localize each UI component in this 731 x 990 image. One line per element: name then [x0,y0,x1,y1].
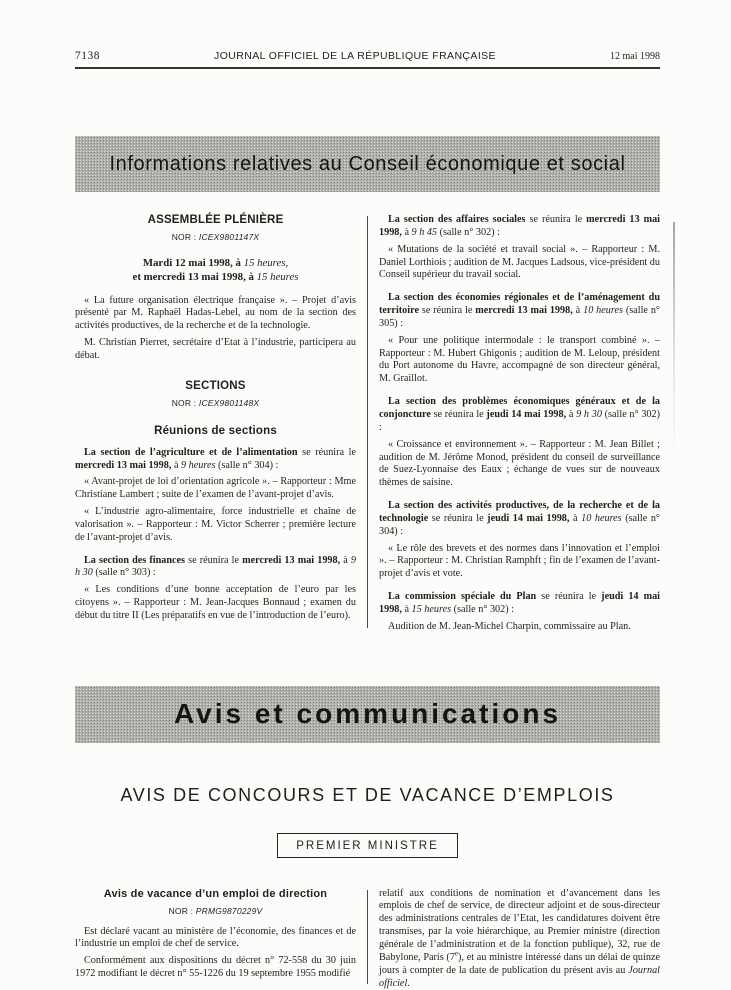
page-number: 7138 [75,50,100,62]
journal-title: JOURNAL OFFICIEL DE LA RÉPUBLIQUE FRANÇAISE [214,50,496,62]
session-dates [75,256,356,285]
meeting-paragraph-activites-productives: La section des activités productives, de la recherche et de la technologie se réunira le jeudi 14 mai 1998, à 10 heures (salle n° 304) : [379,500,660,537]
section-banner-ces-label: Informations relatives au Conseil économique et social [109,152,626,175]
assemblee-pleniere-heading: ASSEMBLÉE PLÉNIÈRE [147,214,284,226]
nor-line-assemblee: NOR : ICEX9801147X [171,232,260,242]
meeting-item: « Le rôle des brevets et des normes dans l’innovation et l’emploi ». – Rapporteur : M. Christian Ramphft ; fin de l’examen de l’avant-projet d’avis et vote. [379,542,660,580]
meeting-paragraph-problemes-economiques: La section des problèmes économiques généraux et de la conjoncture se réunira le jeudi 14 mai 1998, à 9 h 30 (salle n° 302) : [379,396,660,433]
avis-columns [75,888,660,990]
meeting-item: « Les conditions d’une bonne acceptation de l’euro par les citoyens ». – Rapporteur : M. Jean-Jacques Bonnaud ; examen du début du titre II (Les préparatifs en vue de l’introduction de l’euro). [75,584,356,621]
meeting-item: « Avant-projet de loi d’orientation agricole ». – Rapporteur : Mme Christiane Lambert ; suite de l’examen de l’avant-projet d’avis. [75,476,356,501]
assemblee-paragraph: M. Christian Pierret, secrétaire d’Etat à l’industrie, participera au débat. [75,337,356,361]
ministry-box-wrap [75,833,660,858]
meeting-item: Audition de M. Jean-Michel Charpin, commissaire au Plan. [388,620,631,632]
session-date-line: et mercredi 13 mai 1998, à 15 heures [132,271,299,284]
scan-artifact-line [673,222,675,462]
issue-date: 12 mai 1998 [610,51,660,62]
meeting-paragraph-finances: La section des finances se réunira le mercredi 13 mai 1998, à 9 h 30 (salle n° 303) : [75,554,356,579]
avis-left-column [75,888,356,990]
section-banner-avis [75,686,660,743]
nor-line-sections: NOR : ICEX9801148X [171,397,260,408]
avis-right-column [379,888,660,990]
section-banner-ces [75,136,660,192]
meeting-paragraph-agriculture: La section de l’agriculture et de l’alimentation se réunira le mercredi 13 mai 1998, à 9 heures (salle n° 304) : [75,446,356,471]
vacance-paragraph: Conformément aux dispositions du décret n° 72-558 du 30 juin 1972 modifiant le décret n° 55-1226 du 19 septembre 1955 modifié [75,955,356,980]
section-banner-avis-label: Avis et communications [173,698,562,730]
ces-left-column [75,214,356,634]
meeting-paragraph-affaires-sociales: La section des affaires sociales se réunira le mercredi 13 mai 1998, à 9 h 45 (salle n° 302) : [379,214,660,238]
meeting-item: « L’industrie agro-alimentaire, force industrielle et chaîne de valorisation ». – Rapporteur : M. Victor Scherrer ; première lecture de l’avant-projet d’avis. [75,506,356,543]
vacance-paragraph-continued: relatif aux conditions de nomination et d’avancement dans les emplois de chef de service, de directeur adjoint et de sous-directeur des administrations centrales de l’Etat, les candidatures doivent être transmises, par la voie hiérarchique, au Premier ministre (direction générale de l’administration et de la fonction publique), 32, rue de Babylone, Paris (7e), et au ministre intéressé dans un délai de quinze jours à compter de la date de publication du présent avis au Journal officiel. [379,887,660,989]
premier-ministre-box: PREMIER MINISTRE [277,833,458,858]
column-divider [367,216,368,628]
header-rule [75,67,660,69]
meeting-item: « Croissance et environnement ». – Rapporteur : M. Jean Billet ; audition de M. Jérôme Monod, président du conseil de surveillance de Suez-Lyonnaise des Eaux ; échange de vues sur de nouveaux thèmes de saisine. [379,438,660,489]
ces-right-column [379,214,660,634]
meeting-item: « Mutations de la société et travail social ». – Rapporteur : M. Daniel Lorthiois ; audition de M. Jacques Ladsous, vice-président du Conseil supérieur du travail social. [379,243,660,281]
nor-line-vacance: NOR : PRMG9870229V [168,905,263,916]
page-header [75,50,660,62]
column-divider [367,890,368,985]
session-date-line: Mardi 12 mai 1998, à 15 heures, [142,257,289,269]
vacance-paragraph: Est déclaré vacant au ministère de l’économie, des finances et de l’industrie un emploi de chef de service. [75,925,356,950]
assemblee-paragraph: « La future organisation électrique française ». – Projet d’avis présenté par M. Raphaël Hadas-Lebel, au nom de la section des activités productives, de la recherche et de la technologie. [75,294,356,332]
meeting-paragraph-commission-plan: La commission spéciale du Plan se réunira le jeudi 14 mai 1998, à 15 heures (salle n° 302) : [379,591,660,615]
avis-concours-title: AVIS DE CONCOURS ET DE VACANCE D’EMPLOIS [120,784,615,805]
sections-heading: SECTIONS [185,379,246,392]
ces-columns [75,214,660,634]
reunions-subheading: Réunions de sections [154,424,277,437]
meeting-paragraph-economies-regionales: La section des économies régionales et de l’aménagement du territoire se réunira le mercredi 13 mai 1998, à 10 heures (salle n° 305) : [379,292,661,329]
vacance-heading: Avis de vacance d’un emploi de direction [103,887,328,900]
meeting-item: « Pour une politique intermodale : le transport combiné ». – Rapporteur : M. Hubert Ghigonis ; audition de M. Leloup, président du Port autonome du Havre, accompagné de son directeur général, M. Graillot. [379,334,660,385]
